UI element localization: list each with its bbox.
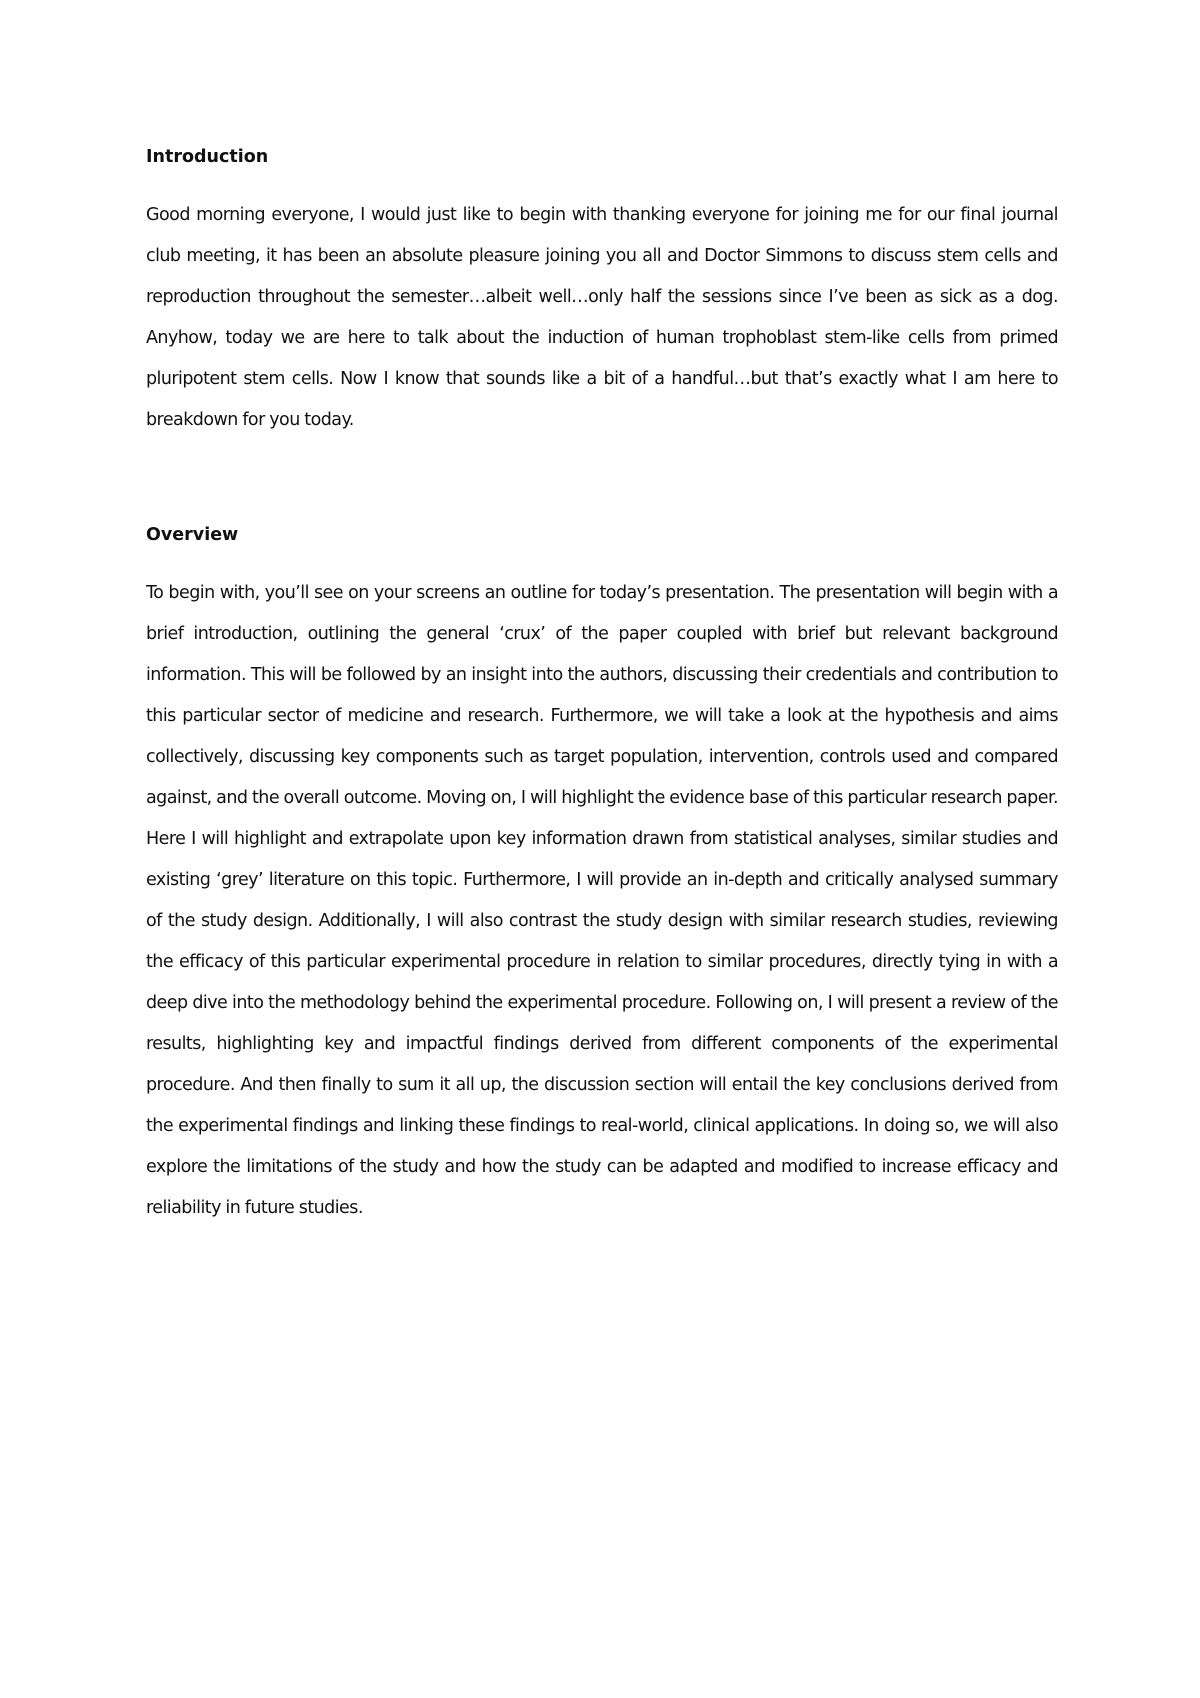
introduction-section: [146, 145, 1058, 441]
overview-paragraph: To begin with, you’ll see on your screens an outline for today’s presentation. The presentation will begin with a brief introduction, outlining the general ‘crux’ of the paper coupled with brief but relevant background information. This will be followed by an insight into the authors, discussing their credentials and contribution to this particular sector of medicine and research. Furthermore, we will take a look at the hypothesis and aims collectively, discussing key components such as target population, intervention, controls used and compared against, and the overall outcome. Moving on, I will highlight the evidence base of this particular research paper. Here I will highlight and extrapolate upon key information drawn from statistical analyses, similar studies and existing ‘grey’ literature on this topic. Furthermore, I will provide an in-depth and critically analysed summary of the study design. Additionally, I will also contrast the study design with similar research studies, reviewing the efficacy of this particular experimental procedure in relation to similar procedures, directly tying in with a deep dive into the methodology behind the experimental procedure. Following on, I will present a review of the results, highlighting key and impactful findings derived from different components of the experimental procedure. And then finally to sum it all up, the discussion section will entail the key conclusions derived from the experimental findings and linking these findings to real-world, clinical applications. In doing so, we will also explore the limitations of the study and how the study can be adapted and modified to increase efficacy and reliability in future studies.: [146, 583, 1058, 1218]
overview-section: [146, 523, 1058, 1229]
introduction-heading: Introduction: [146, 147, 269, 167]
overview-heading: Overview: [146, 525, 239, 545]
introduction-paragraph: Good morning everyone, I would just like to begin with thanking everyone for joining me for our final journal club meeting, it has been an absolute pleasure joining you all and Doctor Simmons to discuss stem cells and reproduction throughout the semester…albeit well…only half the sessions since I’ve been as sick as a dog. Anyhow, today we are here to talk about the induction of human trophoblast stem-like cells from primed pluripotent stem cells. Now I know that sounds like a bit of a handful…but that’s exactly what I am here to breakdown for you today.: [146, 205, 1058, 430]
